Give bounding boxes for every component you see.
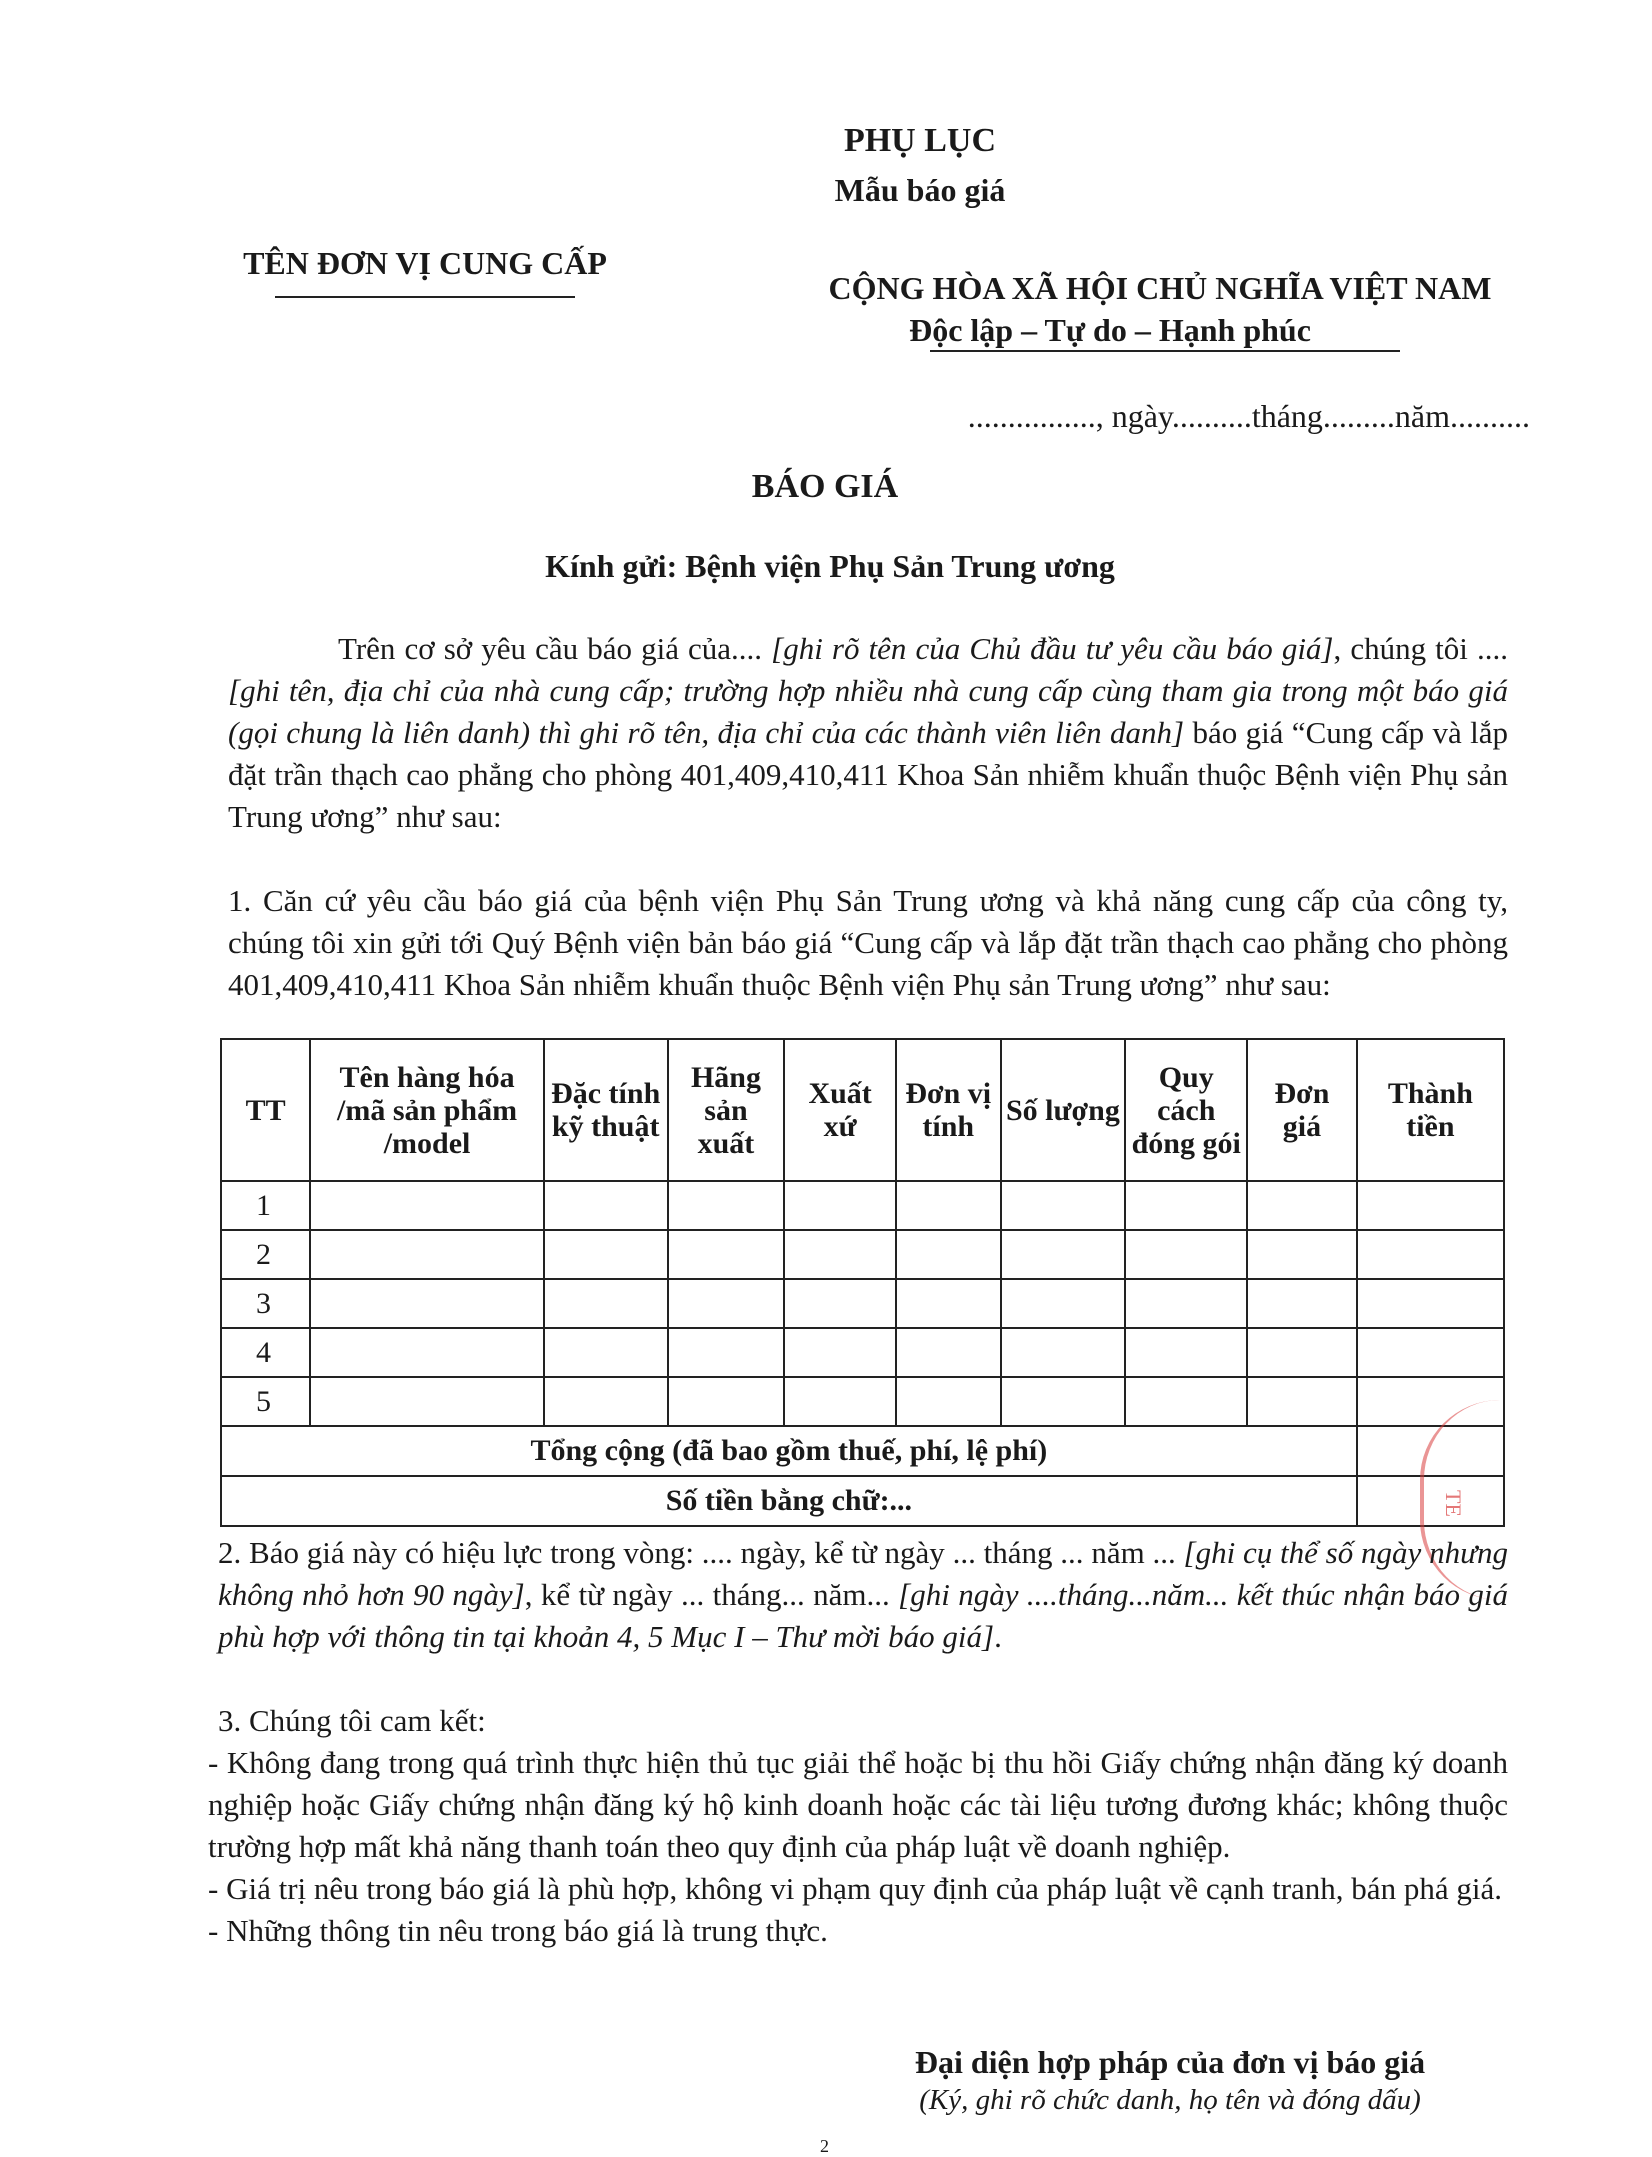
intro-text-2: , chúng tôi ....	[1333, 631, 1508, 666]
header-unit-price: Đơn giá	[1247, 1039, 1357, 1181]
section-2-text-3: .	[994, 1619, 1002, 1654]
total-label: Tổng cộng (đã bao gồm thuế, phí, lệ phí)	[221, 1426, 1357, 1476]
row-number: 1	[221, 1181, 310, 1230]
amount-in-words-label: Số tiền bằng chữ:...	[221, 1476, 1357, 1526]
intro-italic-1: [ghi rõ tên của Chủ đầu tư yêu cầu báo giá]	[771, 631, 1334, 666]
row-number: 2	[221, 1230, 310, 1279]
row-number: 3	[221, 1279, 310, 1328]
section-2-paragraph	[218, 1532, 1508, 1658]
table-row	[221, 1279, 1504, 1328]
section-2-text-1: 2. Báo giá này có hiệu lực trong vòng: .... ngày, kể từ ngày ... tháng ... năm ...	[218, 1535, 1184, 1570]
commitment-item: - Giá trị nêu trong báo giá là phù hợp, không vi phạm quy định của pháp luật về cạnh tranh, bán phá giá.	[208, 1871, 1502, 1906]
row-number: 5	[221, 1377, 310, 1426]
supplier-name: TÊN ĐƠN VỊ CUNG CẤP	[243, 245, 607, 281]
table-row	[221, 1328, 1504, 1377]
header-quantity: Số lượng	[1001, 1039, 1126, 1181]
intro-text-1: Trên cơ sở yêu cầu báo giá của....	[338, 631, 772, 666]
motto: Độc lập – Tự do – Hạnh phúc	[909, 312, 1311, 348]
motto-underline	[930, 350, 1400, 352]
appendix-subtitle: Mẫu báo giá	[834, 172, 1006, 208]
amount-in-words-row	[221, 1476, 1504, 1526]
table-row	[221, 1181, 1504, 1230]
appendix-title: PHỤ LỤC	[843, 122, 997, 159]
section-2-text-2: , kể từ ngày ... tháng... năm...	[524, 1577, 899, 1612]
table-header-row	[221, 1039, 1504, 1181]
nation-heading: CỘNG HÒA XÃ HỘI CHỦ NGHĨA VIỆT NAM	[828, 270, 1492, 306]
header-packing: Quy cách đóng gói	[1125, 1039, 1247, 1181]
header-origin: Xuất xứ	[784, 1039, 896, 1181]
signature-note: (Ký, ghi rõ chức danh, họ tên và đóng dấu)	[919, 2084, 1421, 2116]
table-row	[221, 1377, 1504, 1426]
intro-italic-2: [ghi tên, địa chỉ của nhà cung cấp; trường hợp nhiều nhà cung cấp cùng tham gia trong một báo giá (gọi chung là liên danh) thì ghi rõ tên, địa chỉ của các thành viên liên danh]	[228, 673, 1508, 750]
page-number: 2	[820, 2136, 829, 2156]
document-title: BÁO GIÁ	[751, 468, 899, 505]
signature-title: Đại diện hợp pháp của đơn vị báo giá	[914, 2044, 1426, 2080]
row-number: 4	[221, 1328, 310, 1377]
table-row	[221, 1230, 1504, 1279]
commitment-item: - Không đang trong quá trình thực hiện thủ tục giải thể hoặc bị thu hồi Giấy chứng nhận đăng ký doanh nghiệp hoặc Giấy chứng nhận đăng ký hộ kinh doanh hoặc các tài liệu tương đương khác; không thuộc trường hợp mất khả năng thanh toán theo quy định của pháp luật về doanh nghiệp.	[208, 1745, 1508, 1864]
recipient-line: Kính gửi: Bệnh viện Phụ Sản Trung ương	[545, 548, 1115, 584]
commitments-list	[208, 1742, 1508, 1952]
header-maker: Hãng sản xuất	[668, 1039, 785, 1181]
header-amount: Thành tiền	[1357, 1039, 1504, 1181]
total-row	[221, 1426, 1504, 1476]
section-2-italic-2: [ghi ngày ....tháng...năm... kết thúc nhận báo giá phù hợp với thông tin tại khoản 4, 5 Mục I – Thư mời báo giá]	[218, 1577, 1508, 1654]
supplier-underline	[275, 296, 575, 298]
commitment-item: - Những thông tin nêu trong báo giá là trung thực.	[208, 1913, 828, 1948]
header-tt: TT	[221, 1039, 310, 1181]
header-product-name: Tên hàng hóa /mã sản phẩm /model	[310, 1039, 543, 1181]
section-2-italic-1: [ghi cụ thể số ngày nhưng không nhỏ hơn 90 ngày]	[218, 1535, 1508, 1612]
section-1-paragraph: 1. Căn cứ yêu cầu báo giá của bệnh viện Phụ Sản Trung ương và khả năng cung cấp của công ty, chúng tôi xin gửi tới Quý Bệnh viện bản báo giá “Cung cấp và lắp đặt trần thạch cao phẳng cho phòng 401,409,410,411 Khoa Sản nhiễm khuẩn thuộc Bệnh viện Phụ sản Trung ương” như sau:	[228, 883, 1508, 1002]
intro-paragraph	[228, 628, 1508, 838]
stamp-text: TE	[1441, 1490, 1466, 1517]
intro-text-3: báo giá “Cung cấp và lắp đặt trần thạch cao phẳng cho phòng 401,409,410,411 Khoa Sản nhiễm khuẩn thuộc Bệnh viện Phụ sản Trung ương” như sau:	[228, 715, 1508, 834]
section-3-heading: 3. Chúng tôi cam kết:	[218, 1703, 486, 1738]
quote-table	[220, 1038, 1505, 1527]
header-unit: Đơn vị tính	[896, 1039, 1001, 1181]
header-spec: Đặc tính kỹ thuật	[544, 1039, 668, 1181]
dateline: ................, ngày..........tháng.........năm..........	[967, 398, 1530, 434]
